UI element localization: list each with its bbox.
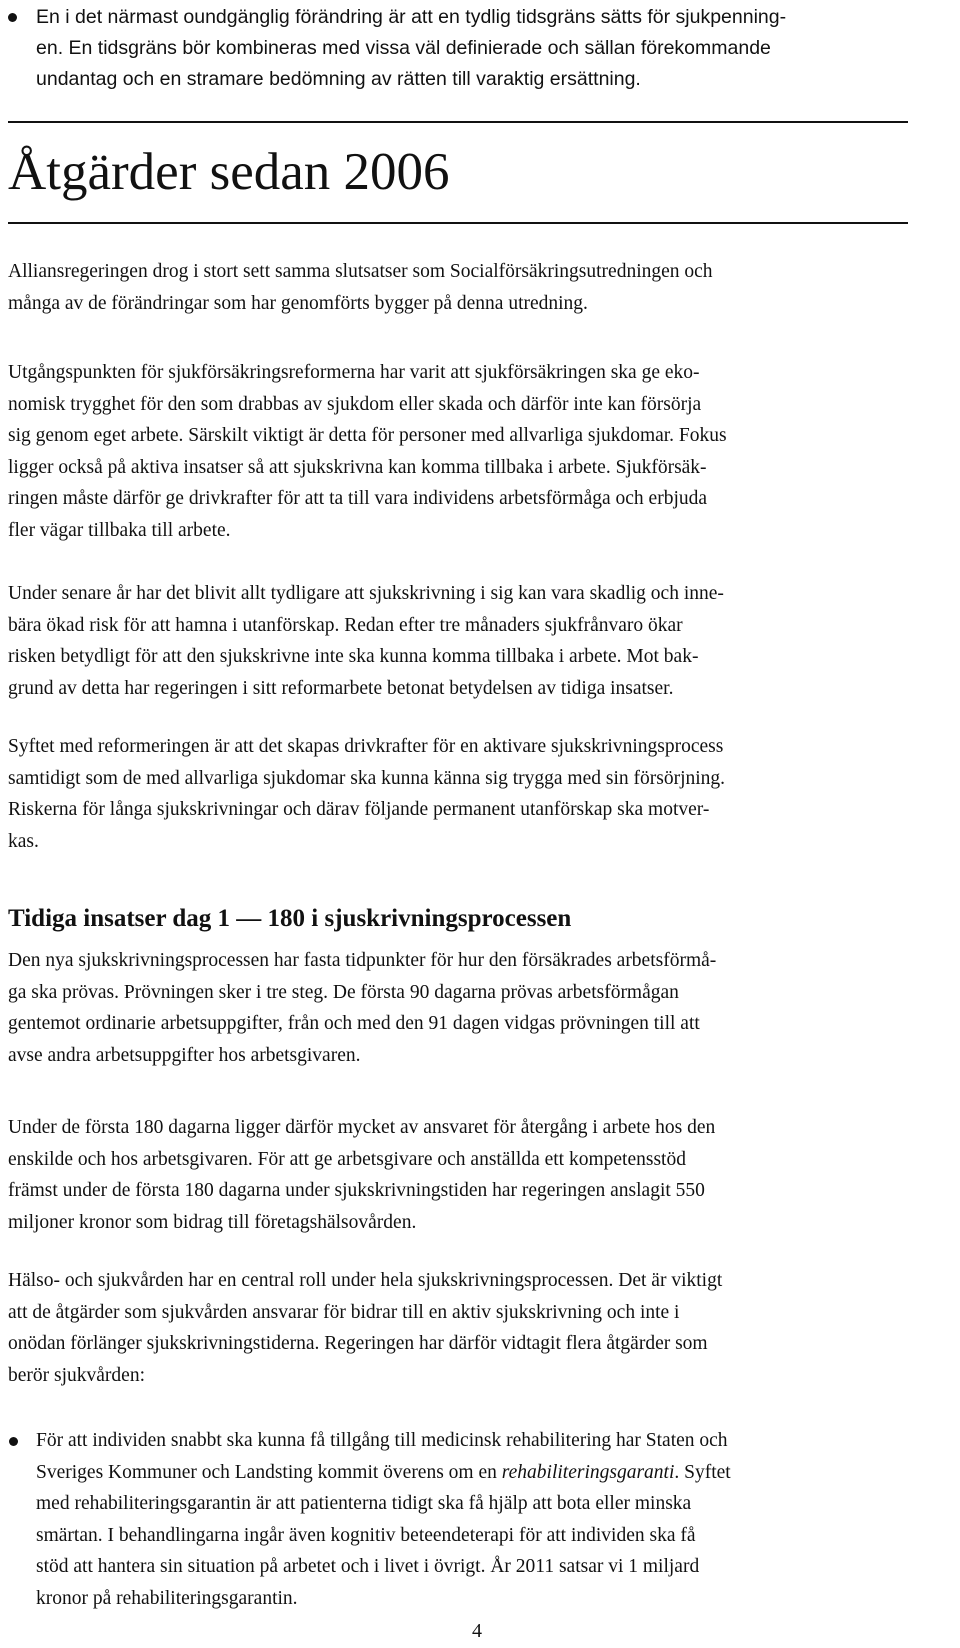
paragraph-alliansregeringen: Alliansregeringen drog i stort sett samma slutsatser som Socialförsäkringsutredningen och många av de förändringar som har genomförts bygger på denna utredning. — [8, 261, 713, 314]
paragraph-halso-och-sjukvarden: Hälso- och sjukvården har en central roll under hela sjukskrivningsprocessen. Det är viktigt att de åtgärder som sjukvården ansvarar för bidrar till en aktiv sjukskrivning och inte i onödan förlänger sjukskrivningstiderna. Regeringen har därför vidtagit flera åtgärder som berör sjukvården: — [8, 1270, 723, 1386]
bullet-text-emphasis: rehabiliteringsgaranti — [501, 1461, 675, 1483]
bullet-text: En i det närmast oundgänglig förändring är att en tydlig tidsgräns sätts för sjukpenning- en. En tidsgräns bör kombineras med vissa väl definierade och sällan förekommande undantag och en stramare bedömning av rätten till varaktig ersättning. — [36, 6, 787, 90]
bullet-icon — [9, 1437, 18, 1446]
paragraph-syftet: Syftet med reformeringen är att det skapas drivkrafter för en aktivare sjukskrivningsprocess samtidigt som de med allvarliga sjukdomar ska kunna känna sig trygga med sin försörjning. Riskerna för långa sjukskrivningar och därav följande permanent utanförskap ska motver- kas. — [8, 736, 726, 852]
bullet-text-after: . Syftet med rehabiliteringsgarantin är att patienterna tidigt ska få hjälp att bota eller minska smärtan. I behandlingarna ingår även kognitiv beteendeterapi för att individen ska få stöd att hantera sin situation på arbetet och i livet i övrigt. År 2011 satsar vi 1 miljard kronor på rehabiliteringsgarantin. — [36, 1461, 731, 1609]
subsection-heading: Tidiga insatser dag 1 — 180 i sjuskrivningsprocessen — [8, 905, 572, 932]
bullet-text — [36, 1425, 938, 1614]
bullet-text-before: För att individen snabbt ska kunna få tillgång till medicinsk rehabilitering har Staten och Sveriges Kommuner och Landsting kommit överens om en — [36, 1430, 728, 1483]
section-heading: Åtgärder sedan 2006 — [8, 143, 450, 201]
bullet-icon — [8, 13, 17, 22]
bullet-item-tidsgrans — [8, 2, 923, 95]
paragraph-sjukskrivningsprocessen: Den nya sjukskrivningsprocessen har fasta tidpunkter för hur den försäkrades arbetsförmå- ga ska prövas. Prövningen sker i tre steg. De första 90 dagarna prövas arbetsförmågan gentemot ordinarie arbetsuppgifter, från och med den 91 dagen vidgas prövningen till att avse andra arbetsuppgifter hos arbetsgivaren. — [8, 950, 717, 1066]
paragraph-forsta-180-dagarna: Under de första 180 dagarna ligger därför mycket av ansvaret för återgång i arbete hos den enskilde och hos arbetsgivaren. För att ge arbetsgivare och anställda ett kompetensstöd främst under de första 180 dagarna under sjukskrivningstiden har regeringen anslagit 550 miljoner kronor som bidrag till företagshälsovården. — [8, 1117, 716, 1233]
bullet-item-rehabiliteringsgaranti — [8, 1425, 938, 1614]
heading-rule-top — [8, 121, 908, 123]
paragraph-utgangspunkten: Utgångspunkten för sjukförsäkringsreformerna har varit att sjukförsäkringen ska ge eko- nomisk trygghet för den som drabbas av sjukdom eller skada och därför inte kan försörja sig genom eget arbete. Särskilt viktigt är detta för personer med allvarliga sjukdomar. Fokus ligger också på aktiva insatser så att sjukskrivna kan komma tillbaka i arbete. Sjukförsäk- ringen måste därför ge drivkrafter för att ta till vara individens arbetsförmåga och erbjuda fler vägar tillbaka till arbete. — [8, 362, 727, 541]
paragraph-senare-ar: Under senare år har det blivit allt tydligare att sjukskrivning i sig kan vara skadlig och inne- bära ökad risk för att hamna i utanförskap. Redan efter tre månaders sjukfrånvaro ökar risken betydligt för att den sjukskrivne inte ska kunna komma tillbaka i arbete. Mot bak- grund av detta har regeringen i sitt reformarbete betonat betydelsen av tidiga insatser. — [8, 583, 724, 699]
heading-rule-bottom — [8, 222, 908, 224]
page-number: 4 — [472, 1620, 482, 1642]
